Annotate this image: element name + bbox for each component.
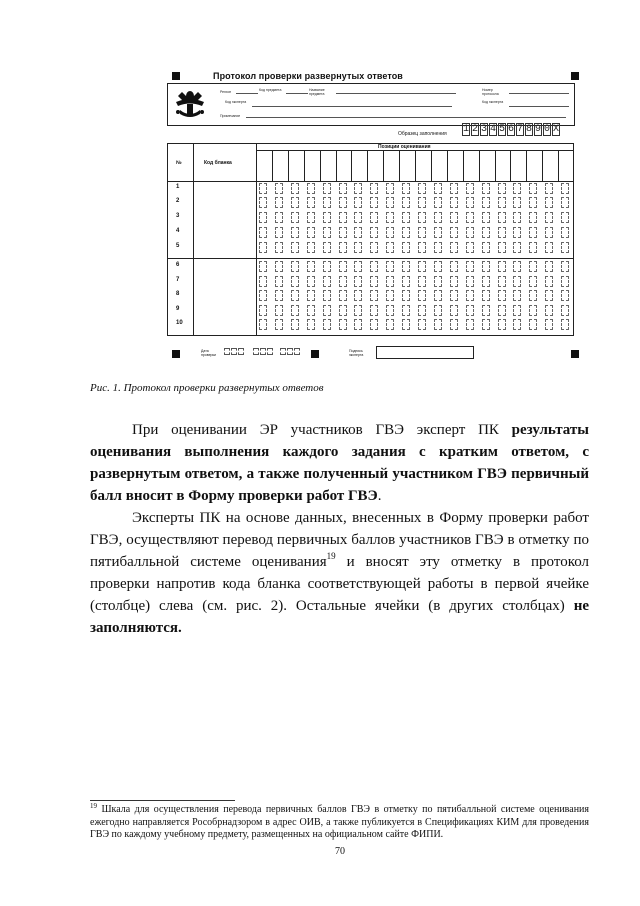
answer-cell — [545, 276, 553, 287]
answer-cell — [323, 290, 331, 301]
answer-cell — [434, 183, 442, 194]
header-field-expert-code: Код эксперта — [225, 100, 247, 104]
date-digit-box — [253, 348, 259, 355]
answer-cell — [259, 319, 267, 330]
answer-cell — [386, 183, 394, 194]
answer-cell — [529, 227, 537, 238]
corner-marker — [172, 350, 180, 358]
answer-cell — [513, 197, 521, 208]
grid-line — [447, 150, 448, 181]
answer-cell — [307, 261, 315, 272]
answer-cell — [275, 242, 283, 253]
answer-cell — [323, 183, 331, 194]
answer-cell — [370, 227, 378, 238]
answer-cell — [482, 197, 490, 208]
answer-cell — [418, 276, 426, 287]
answer-cell — [561, 276, 569, 287]
answer-cell — [307, 305, 315, 316]
answer-cell — [434, 227, 442, 238]
answer-cell — [418, 319, 426, 330]
answer-cell — [418, 197, 426, 208]
answer-cell — [275, 276, 283, 287]
answer-cell — [545, 227, 553, 238]
answer-cell — [291, 212, 299, 223]
answer-cell — [402, 183, 410, 194]
date-digit-box — [267, 348, 273, 355]
answer-cell — [482, 261, 490, 272]
footnote-rule — [90, 800, 235, 801]
para2-text: Эксперты ПК на основе данных, внесенных в Форму проверки работ ГВЭ, осуществляют перевод первичных баллов участников ГВЭ в отметку по пятибалльной системе оценивания — [90, 510, 589, 570]
answer-cell — [513, 290, 521, 301]
corner-marker — [571, 350, 579, 358]
answer-cell — [561, 183, 569, 194]
answer-cell — [418, 227, 426, 238]
answer-cell — [545, 242, 553, 253]
footnote-number: 19 — [90, 802, 97, 810]
answer-cell — [561, 305, 569, 316]
answer-cell — [529, 290, 537, 301]
date-digit-box — [294, 348, 300, 355]
figure-caption: Рис. 1. Протокол проверки развернутых ответов — [90, 382, 324, 394]
answer-cell — [545, 290, 553, 301]
page-number: 70 — [335, 846, 345, 857]
grid-line — [367, 150, 368, 181]
footer-date-label: Дата проверки — [201, 349, 216, 357]
answer-cell — [545, 261, 553, 272]
para1-text: При оценивании ЭР участников ГВЭ эксперт ПК — [132, 422, 512, 438]
answer-cell — [339, 242, 347, 253]
answer-cell — [482, 305, 490, 316]
para2-text-2: и вносят эту отметку в протокол проверки напротив кода бланка соответствующей работы в первой ячейке (столбце) слева (см. рис. 2). Остальные ячейки (в других столбцах) — [90, 554, 590, 614]
grid-line — [320, 150, 321, 181]
sample-fill-label: Образец заполнения — [398, 131, 447, 137]
answer-cell — [498, 242, 506, 253]
answer-cell — [307, 197, 315, 208]
answer-cell — [259, 305, 267, 316]
answer-cell — [307, 290, 315, 301]
answer-cell — [561, 290, 569, 301]
field-line — [509, 93, 569, 94]
header-field-protocol-number: Номер протокола — [482, 88, 499, 96]
grid-line — [431, 150, 432, 181]
answer-cell — [370, 197, 378, 208]
field-line — [286, 93, 308, 94]
answer-cell — [354, 276, 362, 287]
answer-cell — [418, 242, 426, 253]
answer-cell — [291, 242, 299, 253]
row-number: 8 — [176, 291, 180, 297]
answer-cell — [513, 319, 521, 330]
grid-line — [351, 150, 352, 181]
answer-cell — [323, 212, 331, 223]
answer-cell — [498, 227, 506, 238]
footnote — [90, 804, 589, 842]
grid-line — [495, 150, 496, 181]
answer-cell — [402, 290, 410, 301]
header-field-subject-name: Название предмета — [309, 88, 325, 96]
corner-marker — [311, 350, 319, 358]
answer-cell — [291, 197, 299, 208]
answer-cell — [339, 197, 347, 208]
answer-cell — [498, 183, 506, 194]
grid-line — [383, 150, 384, 181]
answer-cell — [466, 319, 474, 330]
answer-cell — [434, 261, 442, 272]
grid-line — [272, 150, 273, 181]
answer-cell — [545, 319, 553, 330]
answer-cell — [529, 197, 537, 208]
answer-cell — [450, 197, 458, 208]
answer-cell — [370, 290, 378, 301]
answer-cell — [275, 183, 283, 194]
answer-cell — [307, 242, 315, 253]
answer-cell — [386, 242, 394, 253]
answer-cell — [291, 276, 299, 287]
paragraph-1 — [90, 419, 589, 507]
answer-cell — [561, 212, 569, 223]
answer-cell — [291, 319, 299, 330]
answer-cell — [529, 319, 537, 330]
grid-line — [256, 143, 257, 336]
answer-cell — [402, 261, 410, 272]
answer-cell — [259, 197, 267, 208]
grid-line — [542, 150, 543, 181]
answer-cell — [275, 212, 283, 223]
answer-cell — [339, 290, 347, 301]
grid-line — [167, 181, 574, 182]
signature-box — [376, 346, 474, 359]
date-digit-box — [260, 348, 266, 355]
header-field-region: Регион — [220, 90, 232, 94]
sample-digit: 6 — [508, 124, 515, 135]
sample-digit: X — [553, 124, 560, 135]
answer-cell — [402, 227, 410, 238]
answer-cell — [386, 197, 394, 208]
row-number: 3 — [176, 213, 180, 219]
row-number: 9 — [176, 306, 180, 312]
answer-cell — [498, 261, 506, 272]
answer-cell — [466, 227, 474, 238]
row-number: 2 — [176, 198, 180, 204]
answer-cell — [545, 212, 553, 223]
date-digit-box — [231, 348, 237, 355]
answer-cell — [418, 212, 426, 223]
answer-cell — [323, 261, 331, 272]
column-header-positions: Позиции оценивания — [378, 144, 431, 150]
grid-line — [399, 150, 400, 181]
answer-cell — [259, 212, 267, 223]
answer-cell — [323, 276, 331, 287]
row-number: 6 — [176, 262, 180, 268]
answer-cell — [386, 276, 394, 287]
answer-cell — [307, 227, 315, 238]
sample-digit: 5 — [499, 124, 506, 135]
answer-cell — [450, 227, 458, 238]
answer-cell — [370, 242, 378, 253]
answer-cell — [370, 261, 378, 272]
answer-cell — [354, 242, 362, 253]
sample-digit: 2 — [472, 124, 479, 135]
grid-line — [288, 150, 289, 181]
answer-cell — [354, 290, 362, 301]
answer-cell — [513, 305, 521, 316]
grid-line — [304, 150, 305, 181]
answer-cell — [370, 183, 378, 194]
answer-cell — [529, 212, 537, 223]
grid-line — [510, 150, 511, 181]
sample-digit: 9 — [535, 124, 542, 135]
answer-cell — [354, 227, 362, 238]
answer-cell — [450, 305, 458, 316]
footer-sign-label: Подпись эксперта — [349, 349, 364, 357]
para2-bold: не заполняются. — [90, 598, 589, 636]
answer-cell — [466, 290, 474, 301]
column-header-number: № — [176, 160, 182, 166]
answer-cell — [561, 261, 569, 272]
answer-cell — [498, 212, 506, 223]
answer-cell — [418, 290, 426, 301]
answer-cell — [339, 305, 347, 316]
answer-cell — [434, 290, 442, 301]
footnote-text: Шкала для осуществления перевода первичных баллов ГВЭ в отметку по пятибалльной системе оценивания ежегодно направляется Рособрнадзором в адрес ОИВ, а также публикуется в Спецификациях КИМ для проведения ГВЭ по каждому учебному предмету, размещенных на официальном сайте ФИПИ. — [90, 804, 589, 840]
answer-cell — [545, 183, 553, 194]
grid-line — [193, 143, 194, 336]
answer-cell — [450, 212, 458, 223]
answer-cell — [386, 290, 394, 301]
answer-cell — [434, 305, 442, 316]
answer-cell — [402, 212, 410, 223]
answer-cell — [498, 305, 506, 316]
answer-cell — [466, 183, 474, 194]
answer-cell — [513, 227, 521, 238]
answer-cell — [291, 183, 299, 194]
answer-cell — [370, 276, 378, 287]
answer-cell — [339, 227, 347, 238]
grid-line — [526, 150, 527, 181]
row-number: 5 — [176, 243, 180, 249]
answer-cell — [466, 212, 474, 223]
answer-cell — [354, 197, 362, 208]
answer-cell — [275, 290, 283, 301]
answer-cell — [513, 212, 521, 223]
answer-cell — [323, 242, 331, 253]
answer-cell — [418, 261, 426, 272]
answer-cell — [498, 319, 506, 330]
answer-cell — [339, 319, 347, 330]
answer-cell — [323, 305, 331, 316]
answer-cell — [307, 212, 315, 223]
answer-cell — [482, 212, 490, 223]
answer-cell — [402, 305, 410, 316]
answer-cell — [418, 305, 426, 316]
emblem-icon — [172, 88, 208, 120]
answer-cell — [275, 319, 283, 330]
date-digit-box — [224, 348, 230, 355]
header-field-note: Примечание — [220, 114, 241, 118]
answer-cell — [259, 276, 267, 287]
answer-cell — [450, 242, 458, 253]
answer-cell — [513, 183, 521, 194]
answer-cell — [370, 319, 378, 330]
answer-cell — [354, 212, 362, 223]
answer-cell — [339, 183, 347, 194]
field-line — [236, 93, 258, 94]
answer-cell — [434, 242, 442, 253]
answer-cell — [418, 183, 426, 194]
answer-cell — [498, 290, 506, 301]
footnote-ref: 19 — [326, 551, 336, 561]
answer-cell — [259, 290, 267, 301]
header-field-expert-code-2: Код эксперта — [482, 100, 504, 104]
answer-cell — [466, 305, 474, 316]
answer-cell — [354, 183, 362, 194]
answer-cell — [323, 197, 331, 208]
answer-cell — [386, 305, 394, 316]
sample-digit: 1 — [463, 124, 470, 135]
answer-cell — [402, 197, 410, 208]
answer-cell — [275, 227, 283, 238]
answer-cell — [498, 276, 506, 287]
row-number: 1 — [176, 184, 180, 190]
row-number: 10 — [176, 320, 183, 326]
date-digit-box — [238, 348, 244, 355]
answer-cell — [529, 276, 537, 287]
sample-digit: 0 — [544, 124, 551, 135]
answer-cell — [291, 305, 299, 316]
grid-line — [336, 150, 337, 181]
field-line — [246, 117, 566, 118]
answer-cell — [545, 197, 553, 208]
answer-cell — [513, 261, 521, 272]
header-field-subject-code: Код предмета — [259, 88, 282, 92]
answer-cell — [354, 261, 362, 272]
answer-cell — [259, 242, 267, 253]
answer-cell — [482, 290, 490, 301]
answer-cell — [482, 183, 490, 194]
answer-cell — [482, 227, 490, 238]
date-digit-box — [280, 348, 286, 355]
answer-cell — [482, 319, 490, 330]
row-number: 4 — [176, 228, 180, 234]
answer-cell — [370, 212, 378, 223]
sample-fill-digits — [462, 123, 560, 136]
answer-cell — [561, 242, 569, 253]
answer-cell — [434, 197, 442, 208]
answer-cell — [275, 261, 283, 272]
answer-cell — [307, 276, 315, 287]
answer-cell — [482, 276, 490, 287]
answer-cell — [307, 183, 315, 194]
answer-cell — [323, 227, 331, 238]
answer-cell — [386, 212, 394, 223]
answer-cell — [291, 290, 299, 301]
sample-digit: 8 — [526, 124, 533, 135]
answer-cell — [529, 261, 537, 272]
sample-digit: 7 — [517, 124, 524, 135]
answer-cell — [466, 261, 474, 272]
answer-cell — [529, 305, 537, 316]
answer-cell — [450, 319, 458, 330]
row-number: 7 — [176, 277, 180, 283]
answer-cell — [466, 197, 474, 208]
answer-cell — [402, 276, 410, 287]
column-header-blank-code: Код бланка — [204, 160, 232, 166]
answer-cell — [498, 197, 506, 208]
field-line — [336, 93, 456, 94]
sample-digit: 4 — [490, 124, 497, 135]
answer-cell — [402, 319, 410, 330]
answer-cell — [259, 261, 267, 272]
sample-digit: 3 — [481, 124, 488, 135]
answer-cell — [323, 319, 331, 330]
para1-bold: результаты оценивания выполнения каждого задания с кратким ответом, с развернутым ответом, а также полученный участником ГВЭ первичный балл вносит в Форму проверки работ ГВЭ — [90, 422, 589, 504]
answer-cell — [275, 305, 283, 316]
answer-cell — [529, 183, 537, 194]
field-line — [252, 106, 452, 107]
answer-cell — [513, 242, 521, 253]
answer-cell — [513, 276, 521, 287]
answer-cell — [450, 276, 458, 287]
answer-cell — [466, 276, 474, 287]
answer-cell — [339, 212, 347, 223]
grid-line — [463, 150, 464, 181]
answer-cell — [354, 319, 362, 330]
answer-cell — [291, 227, 299, 238]
date-digit-box — [287, 348, 293, 355]
answer-cell — [386, 227, 394, 238]
answer-cell — [386, 319, 394, 330]
answer-cell — [434, 212, 442, 223]
answer-cell — [545, 305, 553, 316]
answer-cell — [370, 305, 378, 316]
answer-cell — [354, 305, 362, 316]
paragraph-2 — [90, 507, 589, 639]
answer-cell — [466, 242, 474, 253]
answer-cell — [275, 197, 283, 208]
grid-line — [167, 258, 574, 259]
answer-cell — [386, 261, 394, 272]
form-title: Протокол проверки развернутых ответов — [213, 71, 403, 81]
answer-cell — [402, 242, 410, 253]
answer-cell — [259, 227, 267, 238]
answer-cell — [450, 183, 458, 194]
grid-line — [479, 150, 480, 181]
corner-marker — [571, 72, 579, 80]
answer-cell — [561, 197, 569, 208]
field-line — [509, 106, 569, 107]
answer-cell — [259, 183, 267, 194]
answer-cell — [561, 319, 569, 330]
answer-cell — [339, 261, 347, 272]
corner-marker — [172, 72, 180, 80]
grid-line — [558, 150, 559, 181]
answer-cell — [291, 261, 299, 272]
answer-cell — [339, 276, 347, 287]
answer-cell — [434, 276, 442, 287]
para1-end: . — [377, 488, 382, 504]
answer-cell — [307, 319, 315, 330]
answer-cell — [529, 242, 537, 253]
answer-cell — [482, 242, 490, 253]
answer-cell — [450, 290, 458, 301]
grid-line — [415, 150, 416, 181]
answer-cell — [450, 261, 458, 272]
answer-cell — [434, 319, 442, 330]
answer-cell — [561, 227, 569, 238]
